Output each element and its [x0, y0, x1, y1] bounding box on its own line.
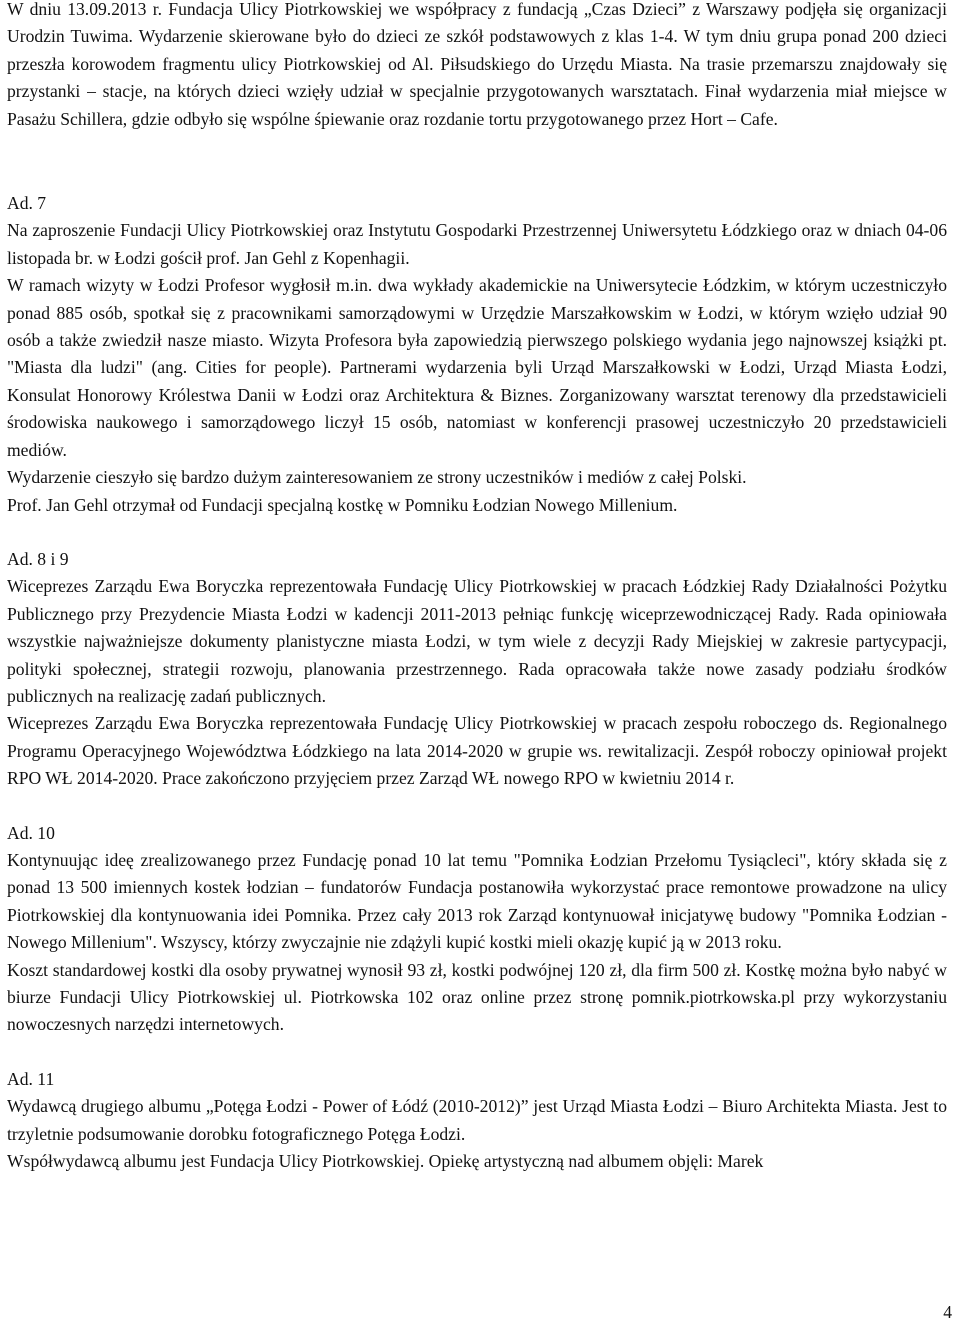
paragraph-intro: W dniu 13.09.2013 r. Fundacja Ulicy Piotrkowskiej we współpracy z fundacją „Czas Dzieci” z Warszawy podjęła się organizacji Urodzin Tuwima. Wydarzenie skierowane było do dzieci ze szkół podstawowych z klas 1-4. W tym dniu grupa ponad 200 dzieci przeszła korowodem fragmentu ulicy Piotrkowskiej od Al. Piłsudskiego do Urzędu Miasta. Na trasie przemarszu znajdowały się przystanki – stacje, na których dzieci wzięły udział w specjalnie przygotowanych warsztatach. Finał wydarzenia miał miejsce w Pasażu Schillera, gdzie odbyło się wspólne śpiewanie oraz rozdanie tortu przygotowanego przez Hort – Cafe. [7, 0, 947, 129]
section-ad-11 [7, 1066, 947, 1176]
section-ad-7 [7, 190, 947, 519]
paragraph: Wydarzenie cieszyło się bardzo dużym zainteresowaniem ze strony uczestników i mediów z całej Polski. [7, 467, 747, 488]
section-heading: Ad. 7 [7, 193, 47, 214]
section-ad-8-9 [7, 546, 947, 793]
section-heading: Ad. 10 [7, 822, 55, 843]
paragraph: Współwydawcą albumu jest Fundacja Ulicy Piotrkowskiej. Opiekę artystyczną nad albumem objęli: Marek [7, 1151, 764, 1172]
section-ad-10 [7, 820, 947, 1039]
paragraph: Na zaproszenie Fundacji Ulicy Piotrkowskiej oraz Instytutu Gospodarki Przestrzennej Uniwersytetu Łódzkiego oraz w dniach 04-06 listopada br. w Łodzi gościł prof. Jan Gehl z Kopenhagii. [7, 220, 947, 268]
paragraph: Prof. Jan Gehl otrzymał od Fundacji specjalną kostkę w Pomniku Łodzian Nowego Millenium. [7, 494, 678, 515]
page-number: 4 [943, 1301, 952, 1322]
paragraph: Wydawcą drugiego albumu „Potęga Łodzi - Power of Łódź (2010-2012)” jest Urząd Miasta Łodzi – Biuro Architekta Miasta. Jest to trzyletnie podsumowanie dorobku fotograficznego Potęga Łodzi. [7, 1096, 947, 1144]
paragraph: Wiceprezes Zarządu Ewa Boryczka reprezentowała Fundację Ulicy Piotrkowskiej w pracach zespołu roboczego ds. Regionalnego Programu Operacyjnego Województwa Łódzkiego na lata 2014-2020 w grupie ws. rewitalizacji. Zespół roboczy opiniował projekt RPO WŁ 2014-2020. Prace zakończono przyjęciem przez Zarząd WŁ nowego RPO w kwietniu 2014 r. [7, 713, 947, 789]
section-heading: Ad. 8 i 9 [7, 548, 69, 569]
paragraph: Kontynuując ideę zrealizowanego przez Fundację ponad 10 lat temu "Pomnika Łodzian Przełomu Tysiącleci", który składa się z ponad 13 500 imiennych kostek łodzian – fundatorów Fundacja postanowiła wykorzystać prace remontowe prowadzone na ulicy Piotrkowskiej dla kontynuowania idei Pomnika. Przez cały 2013 rok Zarząd kontynuował inicjatywę budowy "Pomnika Łodzian - Nowego Millenium". Wszyscy, którzy zwyczajnie nie zdążyli kupić kostki mieli okazję kupić ją w 2013 roku. [7, 849, 947, 953]
paragraph: Koszt standardowej kostki dla osoby prywatnej wynosił 93 zł, kostki podwójnej 120 zł, dla firm 500 zł. Kostkę można było nabyć w biurze Fundacji Ulicy Piotrkowskiej ul. Piotrkowska 102 oraz online przez stronę pomnik.piotrkowska.pl przy wykorzystaniu nowoczesnych narzędzi internetowych. [7, 959, 947, 1035]
section-heading: Ad. 11 [7, 1068, 55, 1089]
paragraph: Wiceprezes Zarządu Ewa Boryczka reprezentowała Fundację Ulicy Piotrkowskiej w pracach Łódzkiej Rady Działalności Pożytku Publicznego przy Prezydencie Miasta Łodzi w kadencji 2011-2013 pełniąc funkcję wiceprzewodniczącej Rady. Rada opiniowała wszystkie najważniejsze dokumenty planistyczne miasta Łodzi, w tym wiele z decyzji Rady Miejskiej w zakresie partycypacji, polityki społecznej, strategii rozwoju, planowania przestrzennego. Rada opracowała także nowe zasady podziału środków publicznych na realizację zadań publicznych. [7, 576, 947, 706]
document-page [7, 0, 947, 1175]
paragraph: W ramach wizyty w Łodzi Profesor wygłosił m.in. dwa wykłady akademickie na Uniwersytecie Łódzkim, w którym uczestniczyło ponad 885 osób, spotkał się z pracownikami samorządowymi w Urzędzie Marszałkowskim w Łodzi, w którym wzięło udział 90 osób a także zwiedził nasze miasto. Wizyta Profesora była zapowiedzią pierwszego polskiego wydania jego najnowszej książki pt. "Miasta dla ludzi" (ang. Cities for people). Partnerami wydarzenia byli Urząd Marszałkowski w Łodzi, Urząd Miasta Łodzi, Konsulat Honorowy Królestwa Danii w Łodzi oraz Architektura & Biznes. Zorganizowany warsztat terenowy dla przedstawicieli środowiska naukowego i samorządowego liczył 15 osób, natomiast w konferencji prasowej uczestniczyło 20 przedstawicieli mediów. [7, 275, 947, 460]
